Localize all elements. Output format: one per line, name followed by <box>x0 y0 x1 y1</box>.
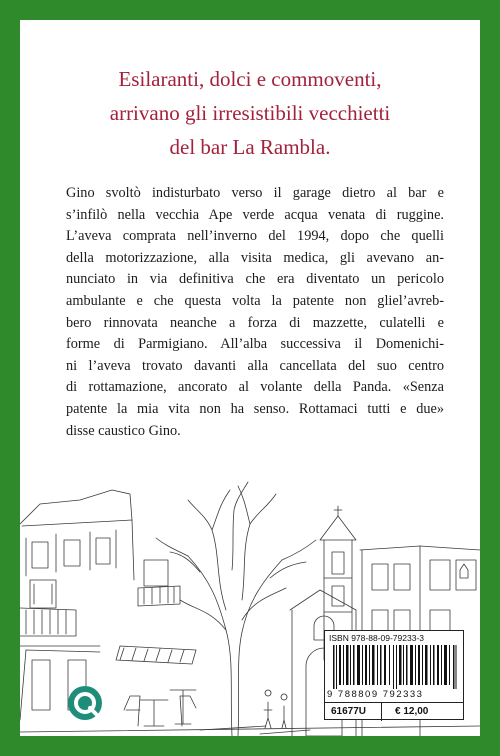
isbn-label: ISBN 978-88-09-79233-3 <box>329 633 424 643</box>
blurb-line: della motorizzazione, alla visita medica, gli avevano an- <box>66 249 444 266</box>
blurb-line: ni l’aveva trovato davanti alla cancellata del suo centro <box>66 357 444 374</box>
blurb-line: nunciato in via definitiva che era diventato un pericolo <box>66 271 444 288</box>
tagline <box>20 62 480 164</box>
price-divider <box>381 703 382 721</box>
publisher-logo-icon <box>66 684 104 722</box>
tagline-line: del bar La Rambla. <box>169 135 331 159</box>
cover-panel <box>20 20 480 736</box>
ean-digits: 9 788809 792333 <box>327 689 424 700</box>
product-code: 61677U <box>331 706 367 717</box>
barcode-icon <box>333 645 457 689</box>
price-label: € 12,00 <box>395 706 429 717</box>
tagline-line: Esilaranti, dolci e commoventi, <box>118 67 382 91</box>
blurb-line: patente la mia vita non ha senso. Rottamaci tutti e due» <box>66 400 444 417</box>
blurb-line: forme di Parmigiano. All’alba successiva il Domenichi- <box>66 336 444 353</box>
tagline-line: arrivano gli irresistibili vecchietti <box>109 101 391 125</box>
blurb-line: di rottamazione, ancorato al volante della Panda. «Senza <box>66 379 444 396</box>
blurb-paragraph <box>66 183 444 442</box>
blurb-line: Gino svoltò indisturbato verso il garage dietro al bar e <box>66 185 444 201</box>
blurb-line: disse caustico Gino. <box>66 422 181 439</box>
blurb-line: ambulante e che questa volta la patente non gliel’avreb- <box>66 292 444 309</box>
price-row <box>325 702 463 721</box>
blurb-line: L’aveva comprata nell’inverno del 1994, dopo che quelli <box>66 228 444 245</box>
barcode-block <box>324 630 464 720</box>
blurb-line: s’infilò nella vecchia Ape verde acqua venata di ruggine. <box>66 206 444 223</box>
blurb-line: bero rinnovata neanche a forza di mazzette, culatelli e <box>66 314 444 331</box>
